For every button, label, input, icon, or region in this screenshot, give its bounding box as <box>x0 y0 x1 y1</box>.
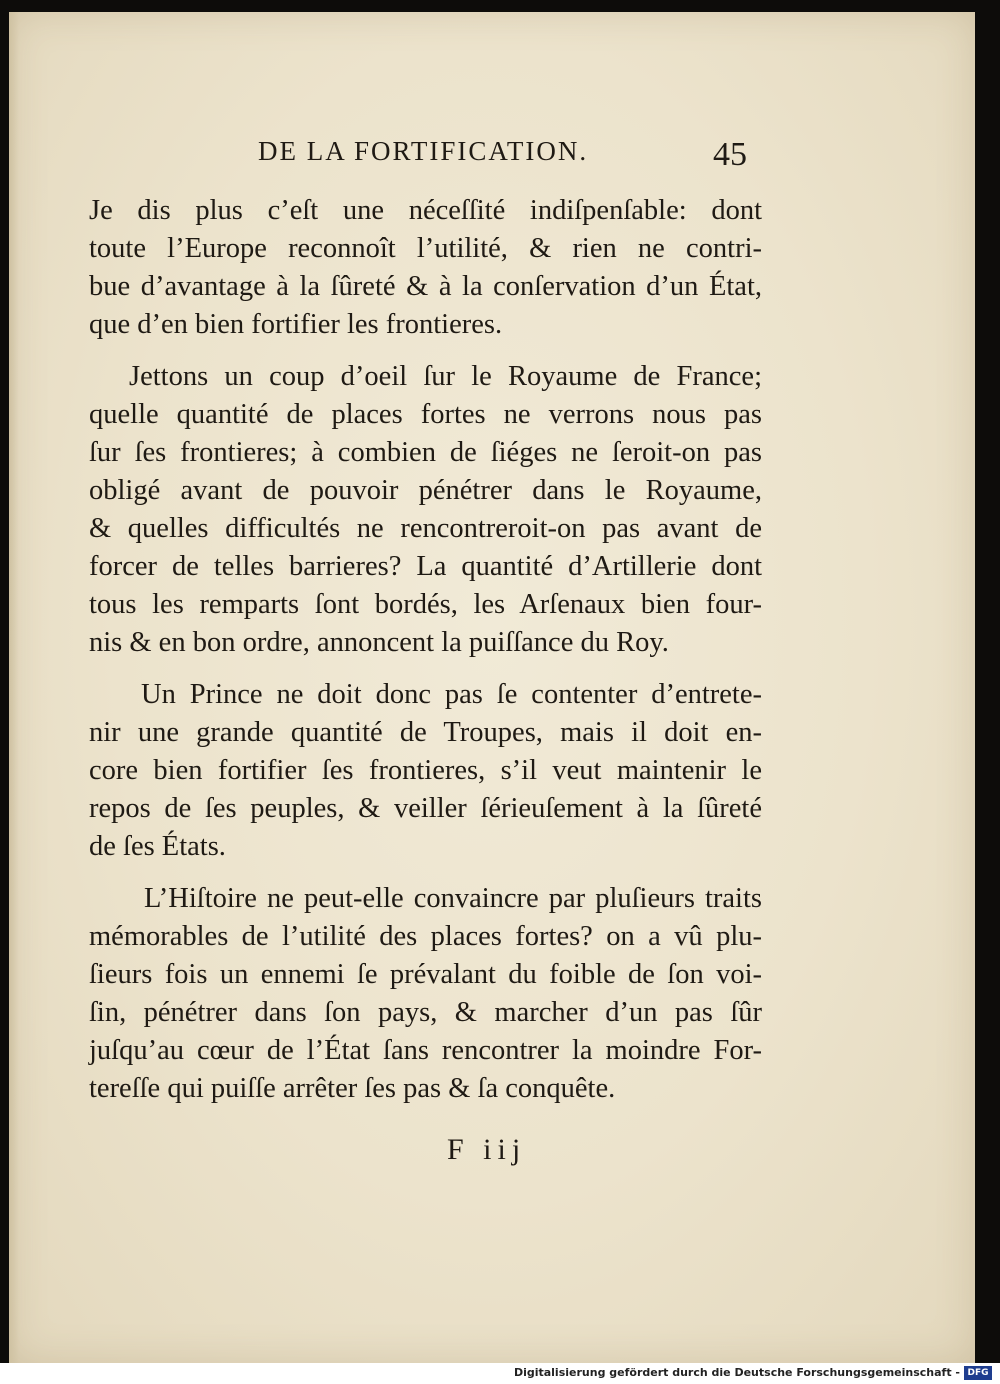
text-line: nis & en bon ordre, annoncent la puiſſance du Roy. <box>89 627 669 658</box>
dfg-logo-icon: DFG <box>964 1366 992 1380</box>
text-line: Je dis plus c’eſt une néceſſité indiſpenſable: dont <box>89 195 762 226</box>
text-line: Jettons un coup d’oeil ſur le Royaume de France; <box>129 361 762 392</box>
text-line: juſqu’au cœur de l’État ſans rencontrer la moindre For- <box>89 1035 762 1066</box>
paragraph-2 <box>89 358 762 662</box>
text-line: obligé avant de pouvoir pénétrer dans le Royaume, <box>89 475 762 506</box>
text-line: mémorables de l’utilité des places fortes? on a vû plu- <box>89 921 762 952</box>
text-line: tous les remparts ſont bordés, les Arſenaux bien four- <box>89 589 762 620</box>
text-line: forcer de telles barrieres? La quantité d’Artillerie dont <box>89 551 762 582</box>
text-line: quelle quantité de places fortes ne verrons nous pas <box>89 399 762 430</box>
text-line: L’Hiſtoire ne peut-elle convaincre par pluſieurs traits <box>144 883 762 914</box>
page-number: 45 <box>713 136 747 173</box>
text-line: core bien fortifier ſes frontieres, s’il veut maintenir le <box>89 755 762 786</box>
text-line: ſieurs fois un ennemi ſe prévalant du foible de ſon voi- <box>89 959 762 990</box>
text-line: tereſſe qui puiſſe arrêter ſes pas & ſa conquête. <box>89 1073 616 1104</box>
text-line: toute l’Europe reconnoît l’utilité, & rien ne contri- <box>89 233 762 264</box>
paragraph-3 <box>89 676 762 866</box>
text-line: de ſes États. <box>89 831 226 862</box>
paragraph-4 <box>89 880 762 1108</box>
text-line: ſin, pénétrer dans ſon pays, & marcher d’un pas ſûr <box>89 997 762 1028</box>
signature-mark: F iij <box>447 1133 527 1166</box>
text-line: bue d’avantage à la ſûreté & à la conſervation d’un État, <box>89 271 762 302</box>
running-head: DE LA FORTIFICATION. <box>258 136 589 166</box>
paragraph-1 <box>89 192 762 344</box>
text-line: que d’en bien fortifier les frontieres. <box>89 309 503 340</box>
body-text <box>89 192 762 1122</box>
page-edge-shadow <box>9 12 19 1363</box>
text-line: repos de ſes peuples, & veiller ſérieuſement à la ſûreté <box>89 793 762 824</box>
footer-bar <box>0 1363 1000 1384</box>
funding-credit: Digitalisierung gefördert durch die Deutsche Forschungsgemeinschaft - <box>513 1366 960 1379</box>
text-line: ſur ſes frontieres; à combien de ſiéges ne ſeroit-on pas <box>89 437 762 468</box>
text-line: nir une grande quantité de Troupes, mais il doit en- <box>89 717 762 748</box>
text-line: & quelles difficultés ne rencontreroit-on pas avant de <box>89 513 762 544</box>
text-line: Un Prince ne doit donc pas ſe contenter d’entrete- <box>141 679 762 710</box>
